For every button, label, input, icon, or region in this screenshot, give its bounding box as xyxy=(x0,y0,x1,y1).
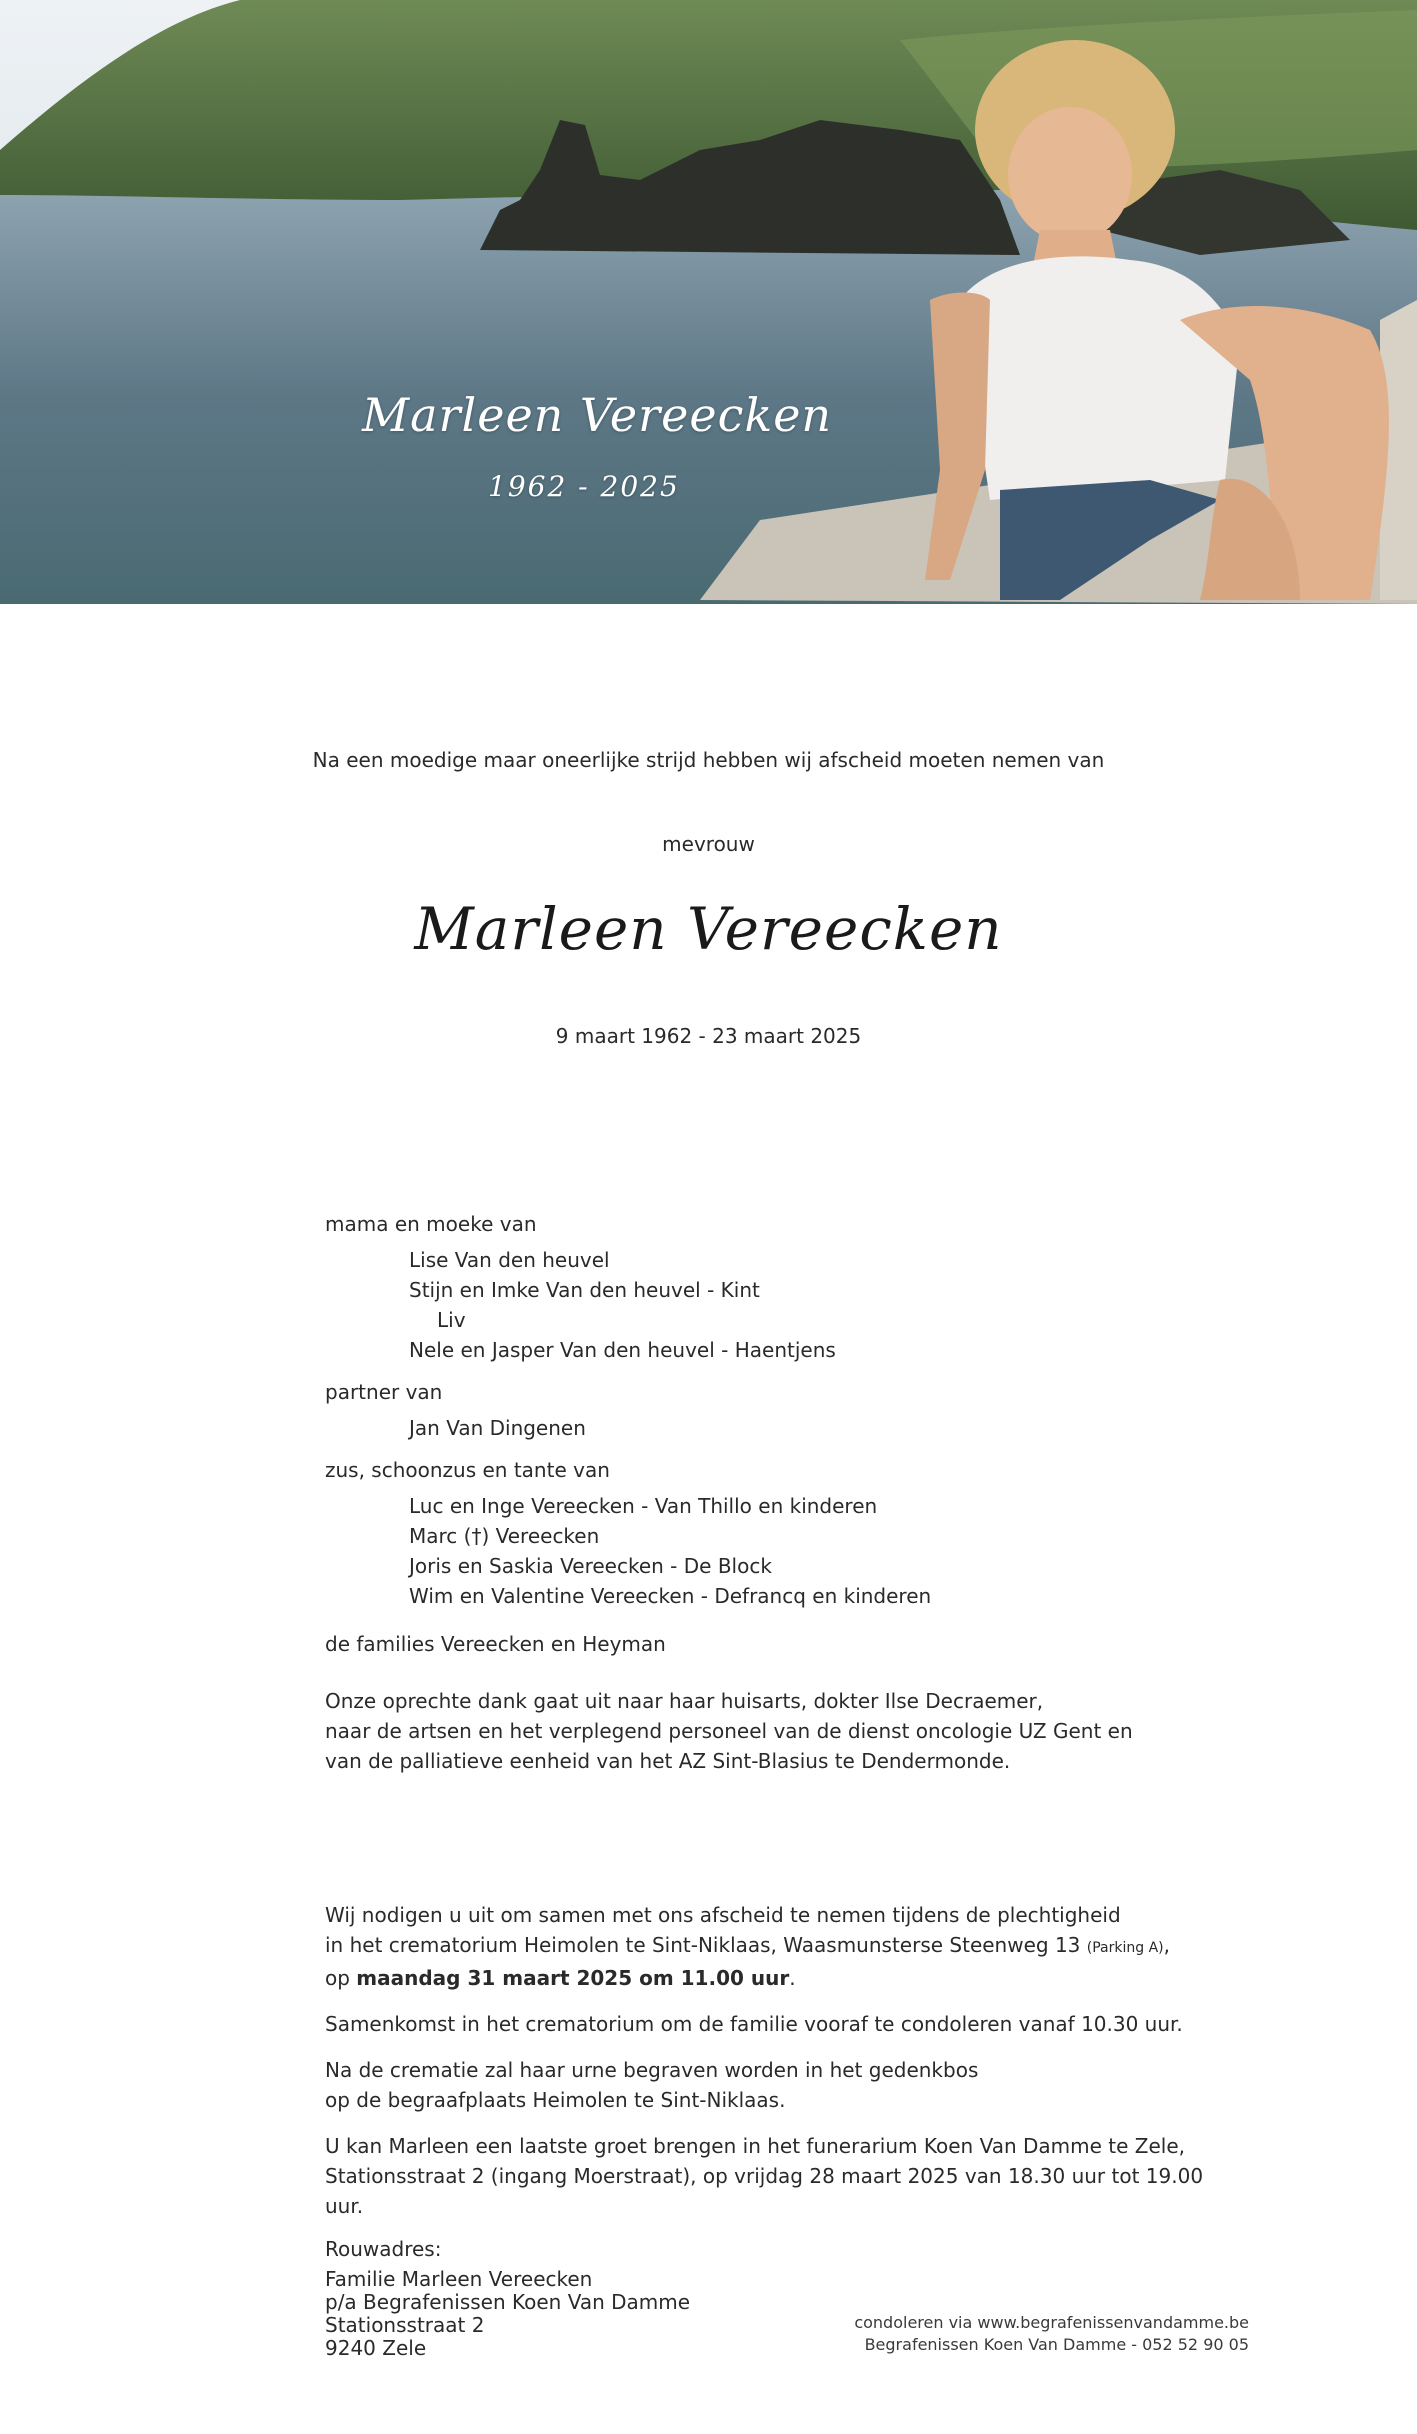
child-3: Nele en Jasper Van den heuvel - Haentjens xyxy=(409,1338,836,1362)
sibling-2: Marc (†) Vereecken xyxy=(409,1524,600,1548)
condolence-link[interactable]: condoleren via www.begrafenissenvandamme.be xyxy=(854,2313,1249,2332)
ceremony-period: . xyxy=(789,1966,796,1990)
thanks-line-3: van de palliatieve eenheid van het AZ Sint-Blasius te Dendermonde. xyxy=(325,1749,1011,1773)
hero-photo xyxy=(0,0,1417,604)
family-section xyxy=(325,1209,1225,1659)
child-1: Lise Van den heuvel xyxy=(409,1248,610,1272)
ceremony-location: in het crematorium Heimolen te Sint-Niklaas, Waasmunsterse Steenweg 13 xyxy=(325,1933,1081,1957)
footer xyxy=(854,2312,1249,2356)
ceremony-comma: , xyxy=(1163,1933,1170,1957)
thanks-line-1: Onze oprechte dank gaat uit naar haar huisarts, dokter Ilse Decraemer, xyxy=(325,1689,1044,1713)
address-line-4: 9240 Zele xyxy=(325,2336,427,2360)
urn-line-1: Na de crematie zal haar urne begraven worden in het gedenkbos xyxy=(325,2058,979,2082)
parking-note: (Parking A) xyxy=(1086,1940,1164,1956)
intro-text: Na een moedige maar oneerlijke strijd hebben wij afscheid moeten nemen van xyxy=(312,748,1105,772)
partner-heading: partner van xyxy=(325,1380,443,1404)
grandchild: Liv xyxy=(437,1308,466,1332)
ceremony-op: op xyxy=(325,1966,350,1990)
funeral-home-contact: Begrafenissen Koen Van Damme - 052 52 90 05 xyxy=(864,2335,1249,2354)
ceremony-line-2 xyxy=(325,1930,1225,1963)
visit-line-1: U kan Marleen een laatste groet brengen in het funerarium Koen Van Damme te Zele, xyxy=(325,2134,1185,2158)
hero-landscape-image xyxy=(0,0,1417,604)
child-2: Stijn en Imke Van den heuvel - Kint xyxy=(409,1278,760,1302)
siblings-heading: zus, schoonzus en tante van xyxy=(325,1458,610,1482)
address-line-2: p/a Begrafenissen Koen Van Damme xyxy=(325,2290,691,2314)
partner-name: Jan Van Dingenen xyxy=(409,1416,586,1440)
sibling-1: Luc en Inge Vereecken - Van Thillo en kinderen xyxy=(409,1494,878,1518)
address-heading: Rouwadres: xyxy=(325,2237,442,2261)
visit-line-2: Stationsstraat 2 (ingang Moerstraat), op vrijdag 28 maart 2025 van 18.30 uur tot 19.00 uur. xyxy=(325,2164,1204,2218)
address-line-1: Familie Marleen Vereecken xyxy=(325,2267,593,2291)
children-heading: mama en moeke van xyxy=(325,1212,537,1236)
sibling-4: Wim en Valentine Vereecken - Defrancq en kinderen xyxy=(409,1584,932,1608)
life-dates: 9 maart 1962 - 23 maart 2025 xyxy=(555,1024,862,1048)
hero-name: Marleen Vereecken xyxy=(362,388,833,442)
urn-line-2: op de begraafplaats Heimolen te Sint-Niklaas. xyxy=(325,2088,786,2112)
deceased-name: Marleen Vereecken xyxy=(414,895,1003,963)
thanks-line-2: naar de artsen en het verplegend personeel van de dienst oncologie UZ Gent en xyxy=(325,1719,1133,1743)
ceremony-section xyxy=(325,1900,1225,2221)
thanks-section xyxy=(325,1686,1225,1776)
ceremony-datetime: maandag 31 maart 2025 om 11.00 uur xyxy=(356,1966,790,1990)
families-line: de families Vereecken en Heyman xyxy=(325,1632,666,1656)
ceremony-line-1: Wij nodigen u uit om samen met ons afscheid te nemen tijdens de plechtigheid xyxy=(325,1903,1121,1927)
sibling-3: Joris en Saskia Vereecken - De Block xyxy=(409,1554,772,1578)
address-line-3: Stationsstraat 2 xyxy=(325,2313,485,2337)
honorific: mevrouw xyxy=(662,832,755,856)
ceremony-line-3 xyxy=(325,1963,1225,1993)
gathering-line: Samenkomst in het crematorium om de familie vooraf te condoleren vanaf 10.30 uur. xyxy=(325,2012,1183,2036)
hero-years: 1962 - 2025 xyxy=(488,470,680,503)
